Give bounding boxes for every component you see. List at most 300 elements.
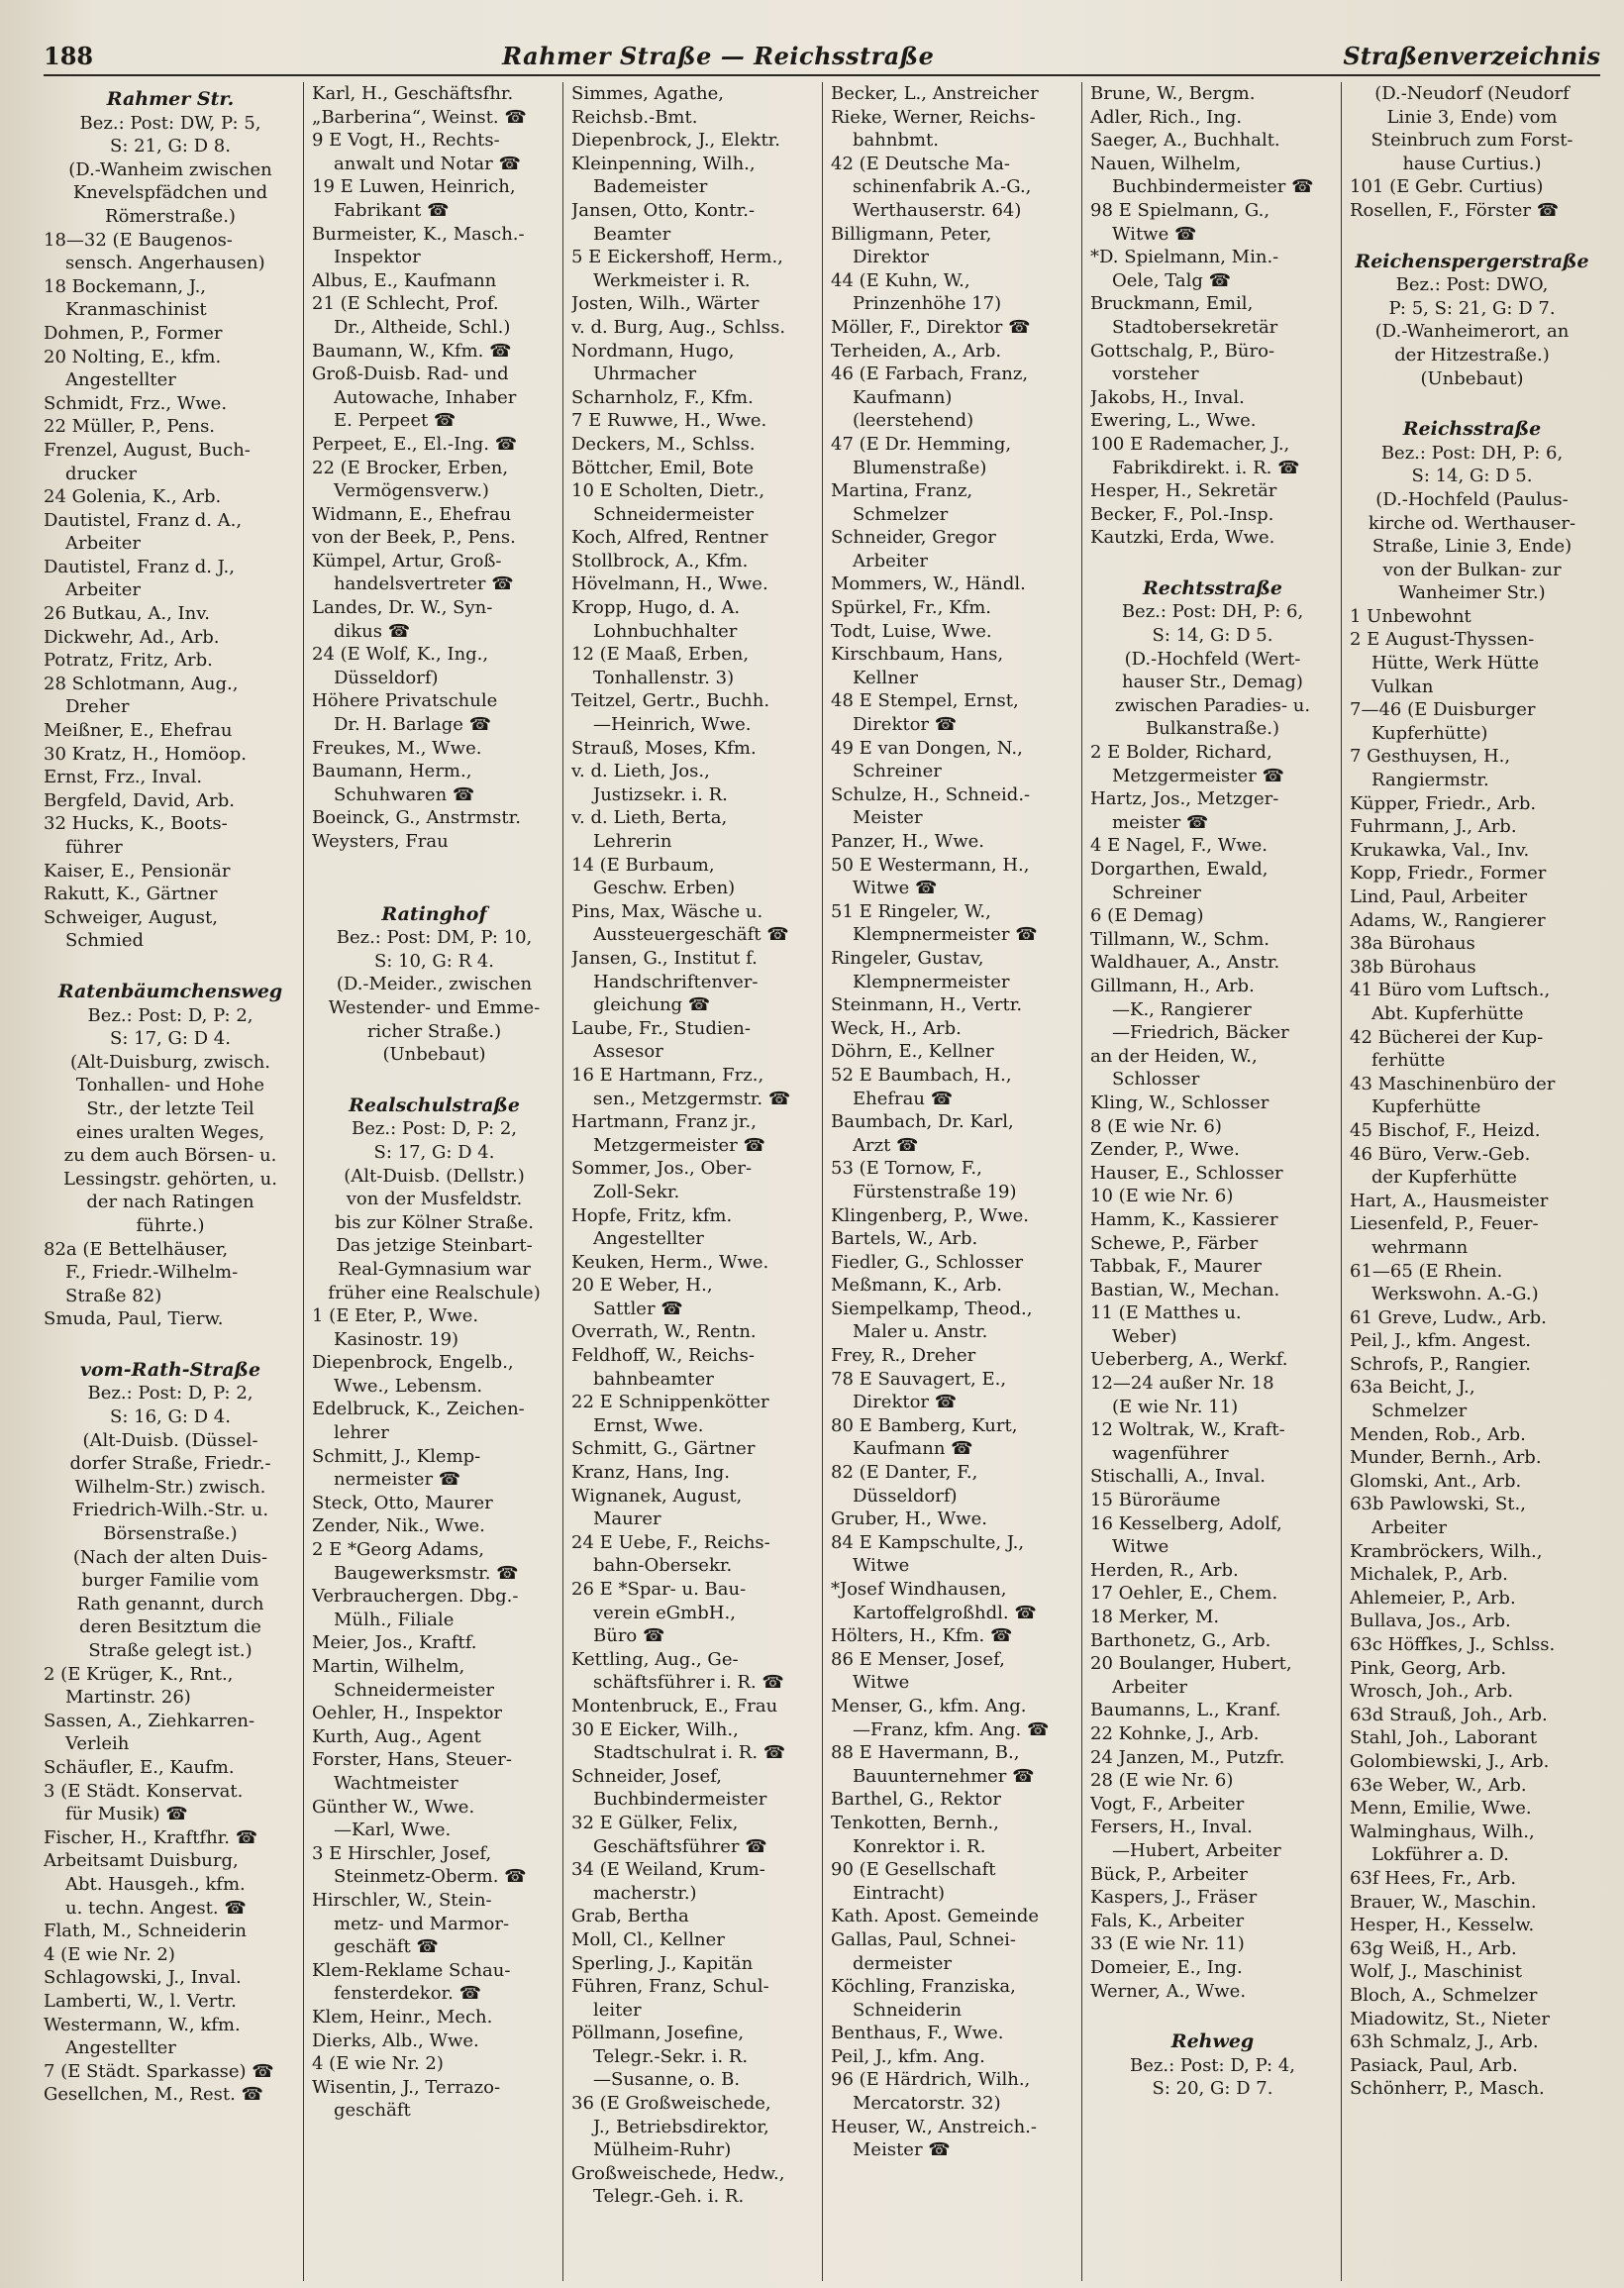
entry-line: Mercatorstr. 32)	[853, 2093, 1001, 2115]
entry-line: Spürkel, Fr., Kfm.	[831, 597, 991, 619]
entry-line: 53 (E Tornow, F.,	[831, 1158, 982, 1180]
entry-line: Mülheim-Ruhr)	[593, 2139, 732, 2161]
entry-line: 6 (E Demag)	[1090, 905, 1204, 927]
entry-line: Steinmetz-Oberm. ☎	[334, 1866, 527, 1888]
entry-line: Kath. Apost. Gemeinde	[831, 1906, 1039, 1927]
entry-line: 63e Weber, W., Arb.	[1350, 1774, 1527, 1796]
entry-line: Küpper, Friedr., Arb.	[1350, 792, 1537, 814]
entry-line: Das jetzige Steinbart-	[336, 1235, 533, 1257]
entry-line: Jansen, G., Institut f.	[571, 947, 758, 969]
street-heading: Rechtsstraße	[1142, 576, 1283, 599]
entry-line: Feldhoff, W., Reichs-	[571, 1345, 755, 1367]
entry-line: Freukes, M., Wwe.	[312, 737, 482, 759]
entry-line: Dr. H. Barlage ☎	[334, 714, 492, 736]
entry-line: —Friedrich, Bäcker	[1112, 1022, 1289, 1044]
entry-line: Flath, M., Schneiderin	[44, 1921, 247, 1942]
entry-line: 12 Woltrak, W., Kraft-	[1090, 1419, 1285, 1441]
entry-line: Westermann, W., kfm.	[44, 2014, 241, 2035]
entry-line: S: 17, G: D 4.	[110, 1028, 231, 1050]
entry-line: Weber)	[1112, 1325, 1177, 1347]
entry-line: (leerstehend)	[853, 410, 974, 432]
entry-line: Straße, Linie 3, Ende)	[1371, 536, 1573, 558]
entry-line: Arbeitsamt Duisburg,	[44, 1850, 239, 1872]
entry-line: Linie 3, Ende) vom	[1386, 106, 1558, 128]
entry-line: Str., der letzte Teil	[86, 1097, 254, 1119]
entry-line: 20 Boulanger, Hubert,	[1090, 1653, 1292, 1675]
entry-line: 21 (E Schlecht, Prof.	[312, 293, 499, 315]
entry-line: Kaspers, J., Fräser	[1090, 1887, 1258, 1909]
entry-line: Klingenberg, P., Wwe.	[831, 1204, 1029, 1226]
entry-line: vorsteher	[1112, 364, 1199, 385]
street-heading: vom-Rath-Straße	[79, 1358, 261, 1381]
entry-line: Mommers, W., Händl.	[831, 573, 1026, 595]
entry-line: Werkmeister i. R.	[593, 269, 751, 291]
entry-line: Schmitt, J., Klemp-	[312, 1445, 481, 1467]
entry-line: Rakutt, K., Gärtner	[44, 884, 218, 905]
entry-line: Zoll-Sekr.	[593, 1181, 680, 1202]
entry-line: Meister	[853, 807, 923, 829]
entry-line: zu dem auch Börsen- u.	[63, 1145, 277, 1167]
entry-line: Becker, L., Anstreicher	[831, 83, 1039, 104]
entry-line: 8 (E wie Nr. 6)	[1090, 1115, 1222, 1137]
spacer	[1350, 223, 1594, 245]
entry-line: Beamter	[593, 223, 671, 245]
entry-line: 98 E Spielmann, G.,	[1090, 199, 1270, 221]
entry-line: 7 (E Städt. Sparkasse) ☎	[44, 2060, 274, 2082]
entry-line: 22 E Schnippenkötter	[571, 1392, 769, 1413]
entry-line: Steinmann, H., Vertr.	[831, 994, 1023, 1016]
entry-line: 12 (E Maaß, Erben,	[571, 644, 750, 666]
entry-line: 46 (E Farbach, Franz,	[831, 364, 1029, 385]
entry-line: Oehler, H., Inspektor	[312, 1703, 503, 1724]
spacer	[312, 854, 557, 876]
column-5	[1081, 82, 1341, 2281]
entry-line: Albus, E., Kaufmann	[312, 269, 497, 291]
entry-line: Fiedler, G., Schlosser	[831, 1251, 1024, 1273]
entry-line: 5 E Eickershoff, Herm.,	[571, 247, 783, 268]
entry-line: 22 (E Brocker, Erben,	[312, 457, 509, 478]
entry-line: (Unbebaut)	[382, 1044, 486, 1066]
entry-line: Bez.: Post: D, P: 2,	[87, 1004, 254, 1026]
entry-line: 96 (E Härdrich, Wilh.,	[831, 2069, 1031, 2091]
entry-line: Stollbrock, A., Kfm.	[571, 550, 749, 572]
entry-line: Lind, Paul, Arbeiter	[1350, 886, 1528, 907]
entry-line: Schönherr, P., Masch.	[1350, 2078, 1545, 2100]
entry-line: Munder, Bernh., Arb.	[1350, 1447, 1542, 1469]
entry-line: von der Bulkan- zur	[1382, 559, 1562, 580]
entry-line: Karl, H., Geschäftsfhr.	[312, 83, 514, 104]
entry-line: schäftsführer i. R. ☎	[593, 1672, 784, 1694]
entry-line: Rangiermstr.	[1371, 770, 1489, 791]
entry-line: wagenführer	[1112, 1442, 1229, 1464]
entry-line: Bademeister	[593, 176, 708, 198]
entry-line: Schreiner	[853, 761, 942, 782]
entry-line: lehrer	[334, 1422, 389, 1444]
entry-line: Schäufler, E., Kaufm.	[44, 1756, 235, 1778]
entry-line: 1 (E Eter, P., Wwe.	[312, 1305, 479, 1327]
entry-line: Adler, Rich., Ing.	[1090, 106, 1243, 128]
entry-line: Hartmann, Franz jr.,	[571, 1111, 757, 1133]
entry-line: Jansen, Otto, Kontr.-	[571, 199, 756, 221]
entry-line: 17 Oehler, E., Chem.	[1090, 1583, 1278, 1605]
entry-line: 2 E Bolder, Richard,	[1090, 742, 1272, 764]
entry-line: fensterdekor. ☎	[334, 1983, 482, 2005]
entry-line: Hesper, H., Kesselw.	[1350, 1915, 1535, 1936]
entry-line: Meier, Jos., Kraftf.	[312, 1632, 477, 1654]
entry-line: 3 (E Städt. Konservat.	[44, 1780, 244, 1802]
entry-line: richer Straße.)	[366, 1020, 502, 1042]
street-heading: Ratenbäumchensweg	[57, 980, 283, 1002]
entry-line: Wolf, J., Maschinist	[1350, 1961, 1522, 1983]
street-heading: Rahmer Str.	[106, 88, 235, 110]
entry-line: der Hitzestraße.)	[1394, 344, 1550, 365]
entry-line: Frey, R., Dreher	[831, 1345, 976, 1367]
entry-line: Baumanns, L., Kranf.	[1090, 1700, 1281, 1721]
entry-line: Perpeet, E., El.-Ing. ☎	[312, 433, 518, 455]
entry-line: Keuken, Herm., Wwe.	[571, 1251, 769, 1273]
entry-line: Strauß, Moses, Kfm.	[571, 737, 757, 759]
entry-line: 22 Müller, P., Pens.	[44, 416, 216, 438]
entry-line: S: 16, G: D 4.	[110, 1406, 231, 1428]
entry-line: S: 14, G: D 5.	[1411, 466, 1533, 487]
entry-line: Angestellter	[593, 1228, 704, 1250]
entry-line: —Franz, kfm. Ang. ☎	[853, 1718, 1050, 1740]
entry-line: Baumann, W., Kfm. ☎	[312, 340, 512, 362]
entry-line: Peil, J., kfm. Ang.	[831, 2045, 985, 2067]
entry-line: verein eGmbH.,	[593, 1602, 736, 1623]
entry-line: Fabrikant ☎	[334, 199, 450, 221]
spacer	[44, 953, 297, 975]
column-1	[44, 82, 303, 2281]
entry-line: Dohmen, P., Former	[44, 322, 223, 344]
entry-line: Verbrauchergen. Dbg.-	[312, 1586, 519, 1608]
entry-line: Werthauserstr. 64)	[853, 199, 1022, 221]
entry-line: Baumann, Herm.,	[312, 761, 472, 782]
entry-line: 38b Bürohaus	[1350, 956, 1476, 978]
entry-line: Fürstenstraße 19)	[853, 1181, 1017, 1202]
entry-line: Reichsb.-Bmt.	[571, 106, 698, 128]
entry-line: macherstr.)	[593, 1882, 697, 1904]
entry-line: zwischen Paradies- u.	[1114, 694, 1311, 716]
entry-line: Telegr.-Geh. i. R.	[593, 2186, 745, 2208]
entry-line: Deckers, M., Schlss.	[571, 433, 756, 455]
entry-line: 86 E Menser, Josef,	[831, 1648, 1005, 1670]
entry-line: 82a (E Bettelhäuser,	[44, 1238, 229, 1260]
entry-line: 43 Maschinenbüro der	[1350, 1073, 1556, 1094]
entry-line: Führen, Franz, Schul-	[571, 1976, 769, 1998]
entry-line: S: 20, G: D 7.	[1152, 2078, 1273, 2100]
entry-line: Straße 82)	[65, 1285, 162, 1306]
entry-line: 41 Büro vom Luftsch.,	[1350, 980, 1551, 1001]
entry-line: Wilhelm-Str.) zwisch.	[74, 1476, 266, 1498]
entry-line: Diepenbrock, Engelb.,	[312, 1352, 514, 1374]
entry-line: 48 E Stempel, Ernst,	[831, 690, 1019, 712]
entry-line: Abt. Kupferhütte	[1371, 1002, 1524, 1024]
entry-line: Werkswohn. A.-G.)	[1371, 1284, 1539, 1305]
page-title: Rahmer Straße — Reichsstraße	[502, 42, 935, 70]
entry-line: Fischer, H., Kraftfhr. ☎	[44, 1826, 258, 1848]
entry-line: 18 Merker, M.	[1090, 1607, 1220, 1627]
entry-line: Mülh., Filiale	[334, 1609, 455, 1630]
entry-line: bahnbmt.	[853, 130, 939, 152]
entry-line: (D.-Wanheimerort, an	[1374, 321, 1570, 343]
entry-line: Kasinostr. 19)	[334, 1328, 459, 1350]
entry-line: (Alt-Duisb. (Düssel-	[82, 1429, 258, 1451]
entry-line: *Josef Windhausen,	[831, 1579, 1007, 1600]
entry-line: Angestellter	[65, 2037, 176, 2059]
street-heading: Ratinghof	[381, 902, 487, 925]
entry-line: Werner, A., Wwe.	[1090, 1980, 1247, 2002]
entry-line: Kleinpenning, Wilh.,	[571, 153, 756, 174]
entry-line: Bulkanstraße.)	[1145, 718, 1280, 740]
entry-line: 42 (E Deutsche Ma-	[831, 153, 1010, 174]
entry-line: Hamm, K., Kassierer	[1090, 1208, 1278, 1230]
entry-line: Peil, J., kfm. Angest.	[1350, 1330, 1531, 1352]
entry-line: Klem, Heinr., Mech.	[312, 2006, 493, 2028]
entry-line: Weysters, Frau	[312, 831, 449, 852]
entry-line: Simmes, Agathe,	[571, 83, 725, 104]
entry-line: Real-Gymnasium war	[338, 1258, 531, 1280]
entry-line: Bauunternehmer ☎	[853, 1765, 1035, 1787]
entry-line: J., Betriebsdirektor,	[593, 2116, 769, 2137]
entry-line: v. d. Lieth, Jos.,	[571, 761, 710, 782]
entry-line: 61 Greve, Ludw., Arb.	[1350, 1306, 1547, 1328]
entry-line: dikus ☎	[334, 620, 411, 642]
entry-line: (D.-Hochfeld (Paulus-	[1375, 488, 1569, 510]
entry-line: Billigmann, Peter,	[831, 223, 992, 245]
entry-line: Vogt, F., Arbeiter	[1090, 1793, 1245, 1815]
entry-line: Meßmann, K., Arb.	[831, 1275, 1002, 1297]
entry-line: 52 E Baumbach, H.,	[831, 1064, 1012, 1086]
entry-line: 7 Gesthuysen, H.,	[1350, 746, 1511, 768]
entry-line: Menser, G., kfm. Ang.	[831, 1695, 1027, 1716]
entry-line: Arbeiter	[65, 533, 142, 555]
entry-line: *D. Spielmann, Min.-	[1090, 247, 1279, 268]
entry-line: E. Perpeet ☎	[334, 410, 457, 432]
entry-line: 34 (E Weiland, Krum-	[571, 1859, 765, 1881]
entry-line: 26 E *Spar- u. Bau-	[571, 1579, 747, 1600]
entry-line: führer	[65, 837, 123, 858]
entry-line: kirche od. Werthauser-	[1368, 512, 1576, 534]
entry-line: Arzt ☎	[853, 1134, 919, 1156]
entry-line: Geschw. Erben)	[593, 878, 736, 899]
entry-line: Hesper, H., Sekretär	[1090, 480, 1277, 502]
entry-line: Domeier, E., Ing.	[1090, 1956, 1243, 1978]
entry-line: anwalt und Notar ☎	[334, 153, 521, 174]
entry-line: 45 Bischof, F., Heizd.	[1350, 1119, 1541, 1141]
entry-line: Waldhauer, A., Anstr.	[1090, 952, 1280, 974]
entry-line: schinenfabrik A.-G.,	[853, 176, 1032, 198]
entry-line: Kranmaschinist	[65, 299, 207, 321]
entry-line: 9 E Vogt, H., Rechts-	[312, 130, 500, 152]
entry-line: Tonhallen- und Hohe	[75, 1075, 265, 1096]
entry-line: (Alt-Duisburg, zwisch.	[69, 1051, 271, 1073]
entry-line: Frenzel, August, Buch-	[44, 439, 251, 461]
entry-line: Witwe	[853, 1672, 910, 1694]
entry-line: 100 E Rademacher, J.,	[1090, 433, 1290, 455]
entry-line: Vermögensverw.)	[334, 480, 489, 502]
entry-line: Knevelspfädchen und	[72, 182, 268, 204]
entry-line: sensch. Angerhausen)	[65, 253, 265, 274]
entry-line: 46 Büro, Verw.-Geb.	[1350, 1143, 1531, 1165]
entry-line: Schreiner	[1112, 882, 1201, 903]
entry-line: von der Beek, P., Pens.	[312, 527, 516, 549]
entry-line: Oele, Talg ☎	[1112, 269, 1232, 291]
entry-line: Witwe	[1112, 1536, 1169, 1558]
entry-line: Kaufmann)	[853, 386, 953, 408]
entry-line: Bloch, A., Schmelzer	[1350, 1984, 1538, 2006]
entry-line: Todt, Luise, Wwe.	[831, 620, 992, 642]
entry-line: Dautistel, Franz d. A.,	[44, 509, 243, 531]
entry-line: Liesenfeld, P., Feuer-	[1350, 1213, 1539, 1235]
entry-line: Straße gelegt ist.)	[88, 1640, 253, 1661]
entry-line: Düsseldorf)	[334, 667, 439, 688]
entry-line: Bastian, W., Mechan.	[1090, 1279, 1280, 1300]
entry-line: Koch, Alfred, Rentner	[571, 527, 768, 549]
entry-line: (Nach der alten Duis-	[72, 1546, 268, 1568]
entry-line: führte.)	[136, 1214, 205, 1236]
entry-line: Döhrn, E., Kellner	[831, 1041, 994, 1063]
entry-line: Nordmann, Hugo,	[571, 340, 735, 362]
entry-line: Diepenbrock, J., Elektr.	[571, 130, 781, 152]
entry-line: Maler u. Anstr.	[853, 1321, 988, 1343]
entry-line: Laube, Fr., Studien-	[571, 1017, 751, 1039]
entry-line: meister ☎	[1112, 811, 1209, 833]
entry-line: 30 E Eicker, Wilh.,	[571, 1718, 739, 1740]
entry-line: Hövelmann, H., Wwe.	[571, 573, 768, 595]
entry-line: Groß-Duisb. Rad- und	[312, 364, 509, 385]
entry-line: Hopfe, Fritz, kfm.	[571, 1204, 733, 1226]
entry-line: 16 E Hartmann, Frz.,	[571, 1064, 764, 1086]
entry-line: gleichung ☎	[593, 994, 711, 1016]
entry-line: Kellner	[853, 667, 918, 688]
entry-line: 18 Bockemann, J.,	[44, 275, 207, 297]
column-2	[303, 82, 562, 2281]
entry-line: Angestellter	[65, 369, 176, 391]
entry-line: 24 E Uebe, F., Reichs-	[571, 1531, 770, 1553]
entry-line: 84 E Kampschulte, J.,	[831, 1531, 1025, 1553]
entry-line: Pöllmann, Josefine,	[571, 2023, 745, 2044]
entry-line: Dierks, Alb., Wwe.	[312, 2029, 479, 2051]
entry-line: Brauer, W., Maschin.	[1350, 1891, 1537, 1913]
entry-line: Schrofs, P., Rangier.	[1350, 1353, 1531, 1375]
entry-line: Bez.: Post: DH, P: 6,	[1380, 442, 1564, 464]
column-4	[822, 82, 1081, 2281]
entry-line: Rosellen, F., Förster ☎	[1350, 199, 1560, 221]
entry-line: —Hubert, Arbeiter	[1112, 1839, 1281, 1861]
entry-line: Gallas, Paul, Schnei-	[831, 1928, 1016, 1950]
entry-line: Westender- und Emme-	[328, 996, 541, 1018]
entry-line: Gottschalg, P., Büro-	[1090, 340, 1275, 362]
entry-line: Dautistel, Franz d. J.,	[44, 556, 235, 577]
entry-line: 50 E Westermann, H.,	[831, 854, 1030, 876]
entry-line: (E wie Nr. 11)	[1112, 1396, 1239, 1417]
entry-line: 44 (E Kuhn, W.,	[831, 269, 970, 291]
entry-line: Rath genannt, durch	[76, 1593, 264, 1614]
entry-line: Jakobs, H., Inval.	[1090, 386, 1245, 408]
entry-line: Kupferhütte	[1371, 1096, 1481, 1118]
entry-line: früher eine Realschule)	[328, 1282, 541, 1303]
entry-line: Schlagowski, J., Inval.	[44, 1967, 242, 1989]
entry-line: Schweiger, August,	[44, 906, 218, 928]
entry-line: 63c Höffkes, J., Schlss.	[1350, 1634, 1556, 1655]
entry-line: Nauen, Wilhelm,	[1090, 153, 1242, 174]
entry-line: v. d. Lieth, Berta,	[571, 807, 728, 829]
entry-line: —Heinrich, Wwe.	[593, 714, 752, 736]
entry-line: Martin, Wilhelm,	[312, 1656, 465, 1677]
entry-line: Gesellchen, M., Rest. ☎	[44, 2084, 263, 2106]
spacer	[312, 876, 557, 897]
entry-line: Großweischede, Hedw.,	[571, 2162, 785, 2184]
entry-line: Overrath, W., Rentn.	[571, 1321, 757, 1343]
entry-line: Dickwehr, Ad., Arb.	[44, 626, 220, 648]
entry-line: Kümpel, Artur, Groß-	[312, 550, 502, 572]
entry-line: Fabrikdirekt. i. R. ☎	[1112, 457, 1300, 478]
entry-line: Schmitt, G., Gärtner	[571, 1438, 756, 1460]
entry-line: 16 Kesselberg, Adolf,	[1090, 1512, 1282, 1534]
entry-line: Barthonetz, G., Arb.	[1090, 1629, 1271, 1651]
entry-line: (Alt-Duisb. (Dellstr.)	[344, 1165, 525, 1187]
entry-line: Adams, W., Rangierer	[1350, 909, 1546, 931]
entry-line: Tillmann, W., Schm.	[1090, 928, 1270, 950]
entry-line: Dr., Altheide, Schl.)	[334, 316, 511, 338]
entry-line: Schneider, Josef,	[571, 1765, 722, 1787]
entry-line: Arbeiter	[853, 550, 929, 572]
entry-line: Bez.: Post: DH, P: 6,	[1121, 601, 1304, 623]
entry-line: Lamberti, W., l. Vertr.	[44, 1990, 237, 2012]
entry-line: Bergfeld, David, Arb.	[44, 789, 235, 811]
entry-line: Forster, Hans, Steuer-	[312, 1749, 512, 1771]
entry-line: Edelbruck, K., Zeichen-	[312, 1399, 525, 1420]
entry-line: Büro ☎	[593, 1625, 665, 1647]
entry-line: (D.-Neudorf (Neudorf	[1374, 83, 1570, 104]
entry-line: Witwe ☎	[853, 878, 938, 899]
entry-line: Geschäftsführer ☎	[593, 1835, 767, 1857]
entry-line: 4 (E wie Nr. 2)	[312, 2053, 444, 2075]
entry-line: Hart, A., Hausmeister	[1350, 1190, 1549, 1211]
entry-line: geschäft ☎	[334, 1936, 439, 1958]
entry-line: Sattler ☎	[593, 1298, 683, 1319]
entry-line: 82 (E Danter, F.,	[831, 1462, 978, 1484]
entry-line: 88 E Havermann, B.,	[831, 1742, 1020, 1764]
entry-line: Heuser, W., Anstreich.-	[831, 2116, 1037, 2137]
entry-line: 101 (E Gebr. Curtius)	[1350, 176, 1544, 198]
entry-line: Potratz, Fritz, Arb.	[44, 650, 213, 672]
entry-line: Widmann, E., Ehefrau	[312, 503, 512, 525]
entry-line: der Kupferhütte	[1371, 1167, 1517, 1189]
entry-line: P: 5, S: 21, G: D 7.	[1388, 297, 1556, 319]
entry-line: Schmelzer	[1371, 1401, 1468, 1422]
entry-line: Abt. Hausgeh., kfm.	[65, 1873, 246, 1895]
entry-line: Steck, Otto, Maurer	[312, 1492, 493, 1513]
entry-line: von der Musfeldstr.	[346, 1189, 523, 1210]
entry-line: —Susanne, o. B.	[593, 2069, 741, 2091]
entry-line: Sassen, A., Ziehkarren-	[44, 1710, 255, 1731]
entry-line: Kartoffelgroßhdl. ☎	[853, 1602, 1037, 1623]
entry-line: Wachtmeister	[334, 1772, 458, 1794]
spacer	[44, 1331, 297, 1353]
entry-line: Eintracht)	[853, 1882, 945, 1904]
entry-line: 11 (E Matthes u.	[1090, 1302, 1242, 1324]
entry-line: Walminghaus, Wilh.,	[1350, 1820, 1535, 1842]
entry-line: Dreher	[65, 696, 130, 718]
entry-line: 24 (E Wolf, K., Ing.,	[312, 644, 489, 666]
entry-line: geschäft	[334, 2100, 411, 2122]
entry-line: Gruber, H., Wwe.	[831, 1508, 987, 1530]
spacer	[1090, 550, 1335, 572]
entry-line: Konrektor i. R.	[853, 1835, 986, 1857]
entry-line: Tonhallenstr. 3)	[593, 667, 735, 688]
